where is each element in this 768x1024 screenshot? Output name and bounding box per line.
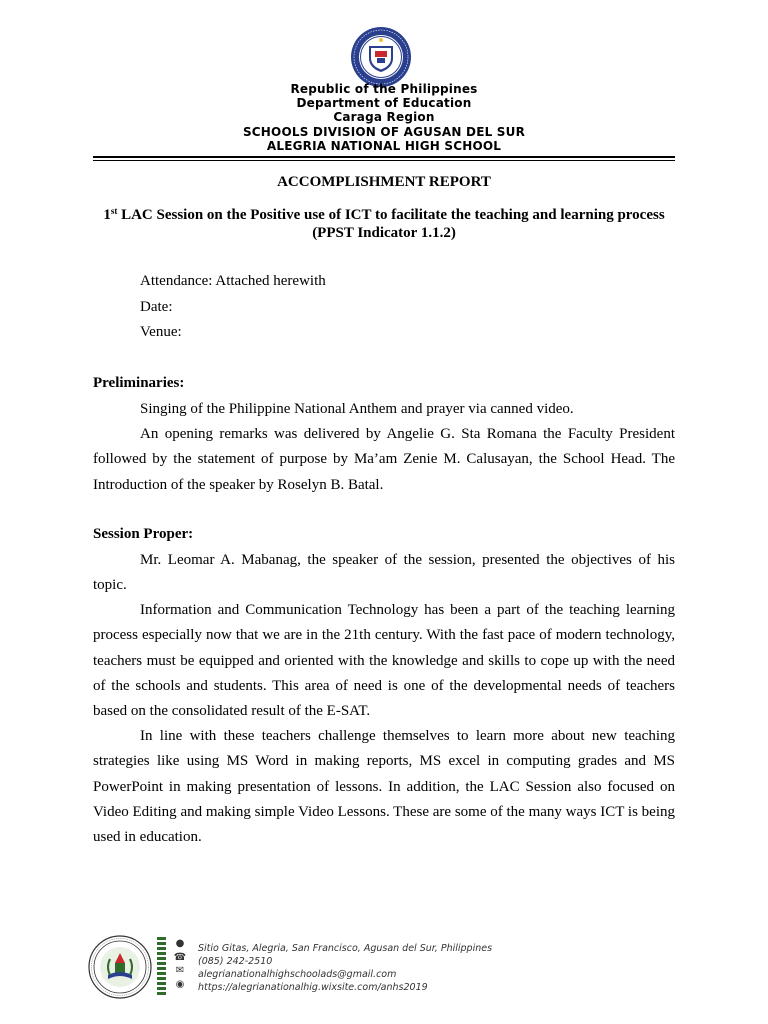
session-proper-paragraph: Mr. Leomar A. Mabanag, the speaker of the session, presented the objectives of his topic. <box>93 552 675 594</box>
globe-icon: ◉ <box>175 978 185 990</box>
session-title <box>93 206 675 242</box>
school-seal-logo <box>88 935 152 999</box>
footer-email[interactable]: alegrianationalhighschoolads@gmail.com <box>198 969 397 980</box>
letterhead-school: ALEGRIA NATIONAL HIGH SCHOOL <box>266 138 502 153</box>
phone-icon: ☎ <box>173 951 187 963</box>
location-pin-icon: ● <box>175 938 185 949</box>
mail-icon: ✉ <box>175 965 185 976</box>
footer-contact-text <box>198 942 492 994</box>
footer-website[interactable]: https://alegrianationalhig.wixsite.com/anhs2019 <box>198 982 428 993</box>
ppst-indicator: (PPST Indicator 1.1.2) <box>312 225 456 241</box>
deped-seal-logo <box>350 26 412 88</box>
session-proper-paragraph: Information and Communication Technology has been a part of the teaching learning process especially now that we are in the 21th century. With the fast pace of modern technology, teachers must be equipped and oriented with the knowledge and skills to cope up with the need of the schools and students. This area of need is one of the developmental needs of teachers based on the consolidated result of the E-SAT. <box>93 602 675 720</box>
date-line: Date: <box>140 299 173 315</box>
letterhead-republic: Republic of the Philippines <box>290 82 478 96</box>
session-title-text: LAC Session on the Positive use of ICT to facilitate the teaching and learning process <box>117 207 665 223</box>
letterhead-division: SCHOOLS DIVISION OF AGUSAN DEL SUR <box>242 124 526 139</box>
preliminaries-paragraph: Singing of the Philippine National Anthem and prayer via canned video. <box>140 401 574 417</box>
session-proper-paragraph: In line with these teachers challenge themselves to learn more about new teaching strategies like using MS Word in making reports, MS excel in computing grades and MS PowerPoint in making presentation of lessons. In addition, the LAC Session also focused on Video Editing and making simple Video Lessons. These are some of the many ways ICT is being used in education. <box>93 728 675 846</box>
footer-address: Sitio Gitas, Alegria, San Francisco, Agusan del Sur, Philippines <box>198 943 493 954</box>
footer-decorative-strip <box>157 937 166 997</box>
session-number: 1 <box>103 207 111 223</box>
session-proper-heading: Session Proper: <box>93 526 194 542</box>
footer-contact-icons <box>173 937 187 991</box>
venue-line: Venue: <box>140 324 182 340</box>
report-title: ACCOMPLISHMENT REPORT <box>277 174 491 190</box>
attendance-line: Attendance: Attached herewith <box>140 273 326 289</box>
preliminaries-paragraph: An opening remarks was delivered by Angelie G. Sta Romana the Faculty President followed by the statement of purpose by Ma’am Zenie M. Calusayan, the School Head. The Introduction of the speaker by Roselyn B. Batal. <box>93 426 675 493</box>
letterhead <box>93 82 675 153</box>
session-ordinal-suffix: st <box>110 206 118 216</box>
letterhead-region: Caraga Region <box>333 110 435 125</box>
preliminaries-heading: Preliminaries: <box>93 375 185 391</box>
footer-phone: (085) 242-2510 <box>198 956 273 967</box>
letterhead-department: Department of Education <box>296 96 472 111</box>
letterhead-rule-thick <box>93 156 675 158</box>
letterhead-rule-thin <box>93 160 675 161</box>
